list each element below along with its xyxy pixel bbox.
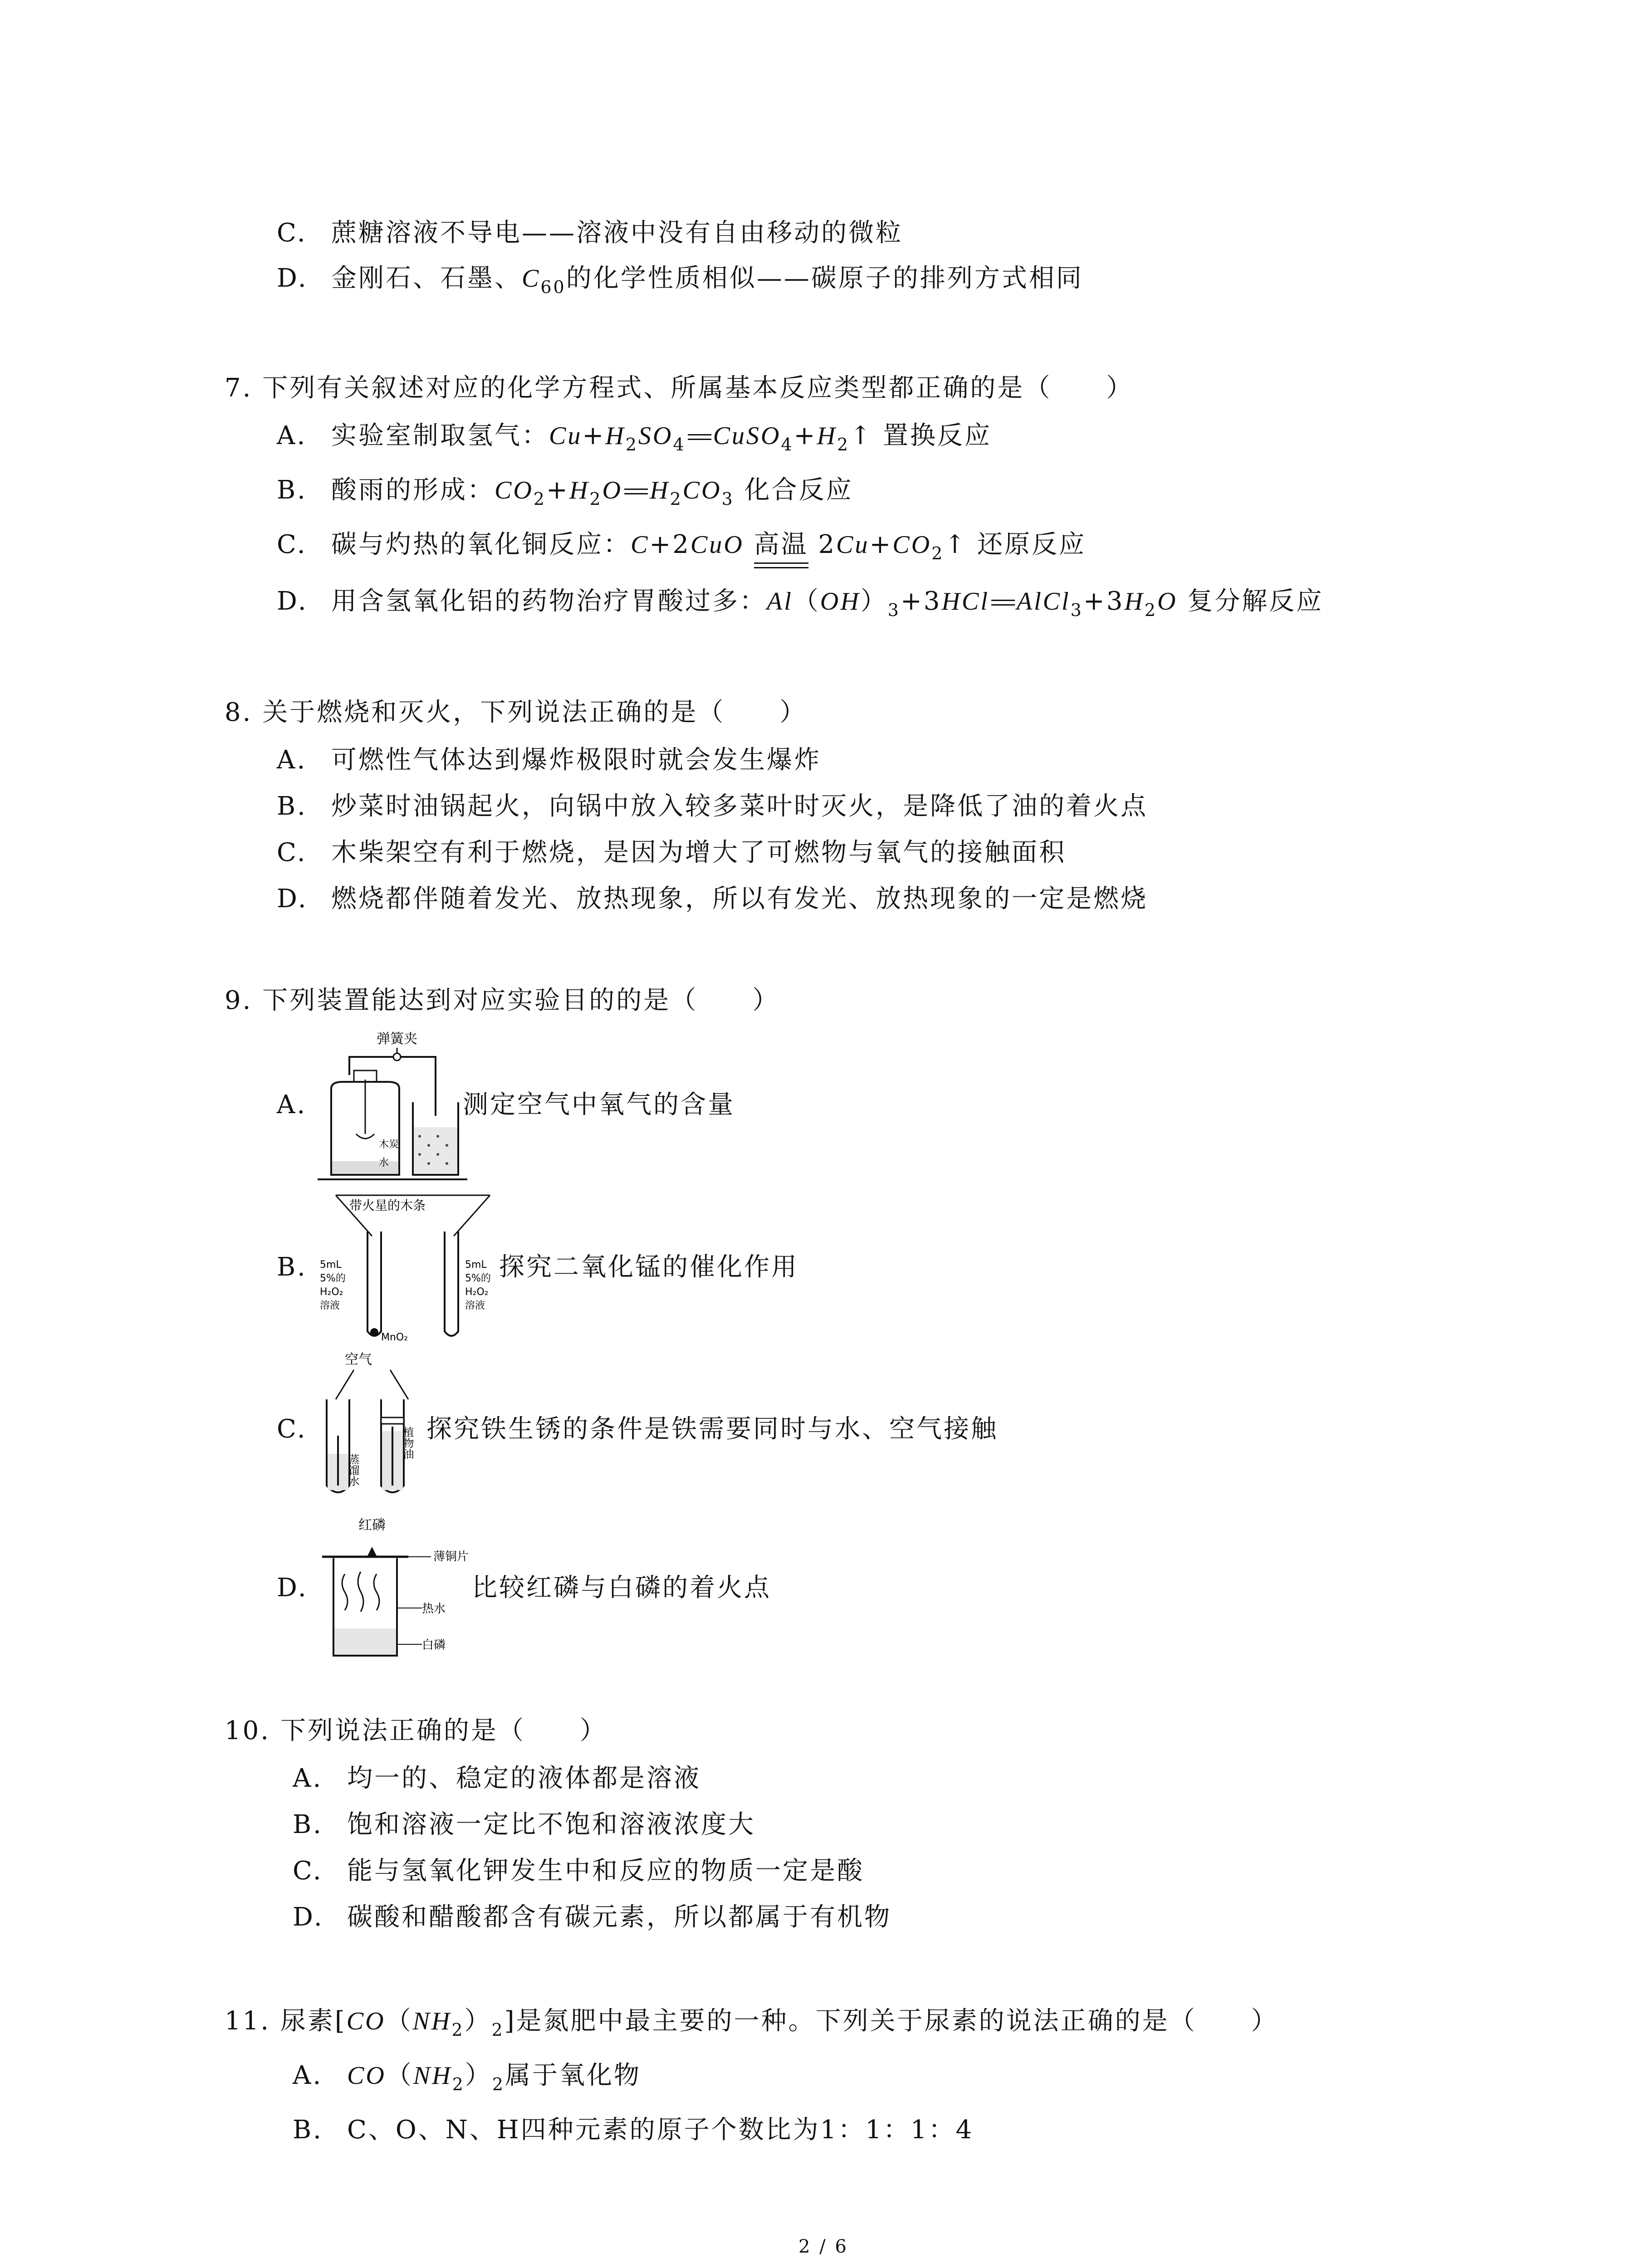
option-text-post: 的化学性质相似——碳原子的排列方式相同 (566, 264, 1083, 293)
option-label: B. (277, 792, 307, 821)
option-text-pre: 金刚石、石墨、 (331, 264, 522, 293)
option-label: A. (293, 2061, 323, 2090)
fig-label-air: 空气 (345, 1352, 372, 1368)
q9-option-a-text: 测定空气中氧气的含量 (463, 1090, 735, 1119)
fig-label-glowing-splint: 带火星的木条 (349, 1198, 426, 1213)
option-label: B. (293, 1810, 323, 1839)
q9-option-c-label: C. (277, 1414, 307, 1444)
q8-option-d (277, 883, 1148, 915)
q8-option-a (277, 744, 821, 777)
option-label: D. (277, 884, 308, 914)
fig-label-charcoal: 木炭 (379, 1139, 399, 1150)
q7-stem: 7. 下列有关叙述对应的化学方程式、所属基本反应类型都正确的是（ ） (225, 373, 1134, 403)
svg-text:5%的: 5%的 (320, 1273, 346, 1284)
q9-option-a-label: A. (277, 1090, 307, 1119)
q11-option-b (293, 2114, 974, 2146)
svg-text:5%的: 5%的 (465, 1273, 491, 1284)
svg-text:溶液: 溶液 (465, 1300, 485, 1311)
reaction-type: 化合反应 (744, 475, 853, 505)
fig-label-water: 水 (379, 1157, 389, 1168)
option-label: C. (277, 838, 307, 867)
option-label: D. (293, 1902, 324, 1932)
fig-label-spring-clip: 弹簧夹 (377, 1031, 417, 1047)
oxygen-content-apparatus-figure (318, 1030, 467, 1188)
q10-option-d (293, 1901, 892, 1934)
page-number: 2 / 6 (798, 2236, 848, 2257)
q8-stem: 8. 关于燃烧和灭火，下列说法正确的是（ ） (225, 698, 807, 727)
q11-stem: 11. 尿素$[CO(NH_2)_2]$是氮肥中最主要的一种。下列关于尿素的说法正确的是（ ） (225, 2006, 1279, 2040)
option-text: 碳酸和醋酸都含有碳元素，所以都属于有机物 (347, 1902, 892, 1932)
option-label: D. (277, 587, 308, 616)
option-label: A. (277, 745, 307, 775)
q8-option-b (277, 790, 1148, 823)
option-text: 酸雨的形成： (331, 475, 495, 505)
q8-option-c (277, 836, 1066, 869)
fig-label-red-phosphorus: 红磷 (358, 1517, 386, 1533)
option-label: D. (277, 264, 308, 293)
fig-label-distilled-water: 蒸馏水 (347, 1454, 359, 1486)
c60-symbol: C (522, 264, 541, 293)
q9-option-d-label: D. (277, 1573, 308, 1603)
option-label: C. (277, 530, 307, 559)
option-label: C. (293, 1856, 323, 1886)
reaction-type: 置换反应 (882, 421, 992, 450)
option-text: 木柴架空有利于燃烧，是因为增大了可燃物与氧气的接触面积 (331, 838, 1066, 867)
ignition-point-apparatus-figure (318, 1515, 481, 1665)
fig-label-hot-water: 热水 (422, 1602, 446, 1616)
q9-option-b-label: B. (277, 1252, 307, 1282)
reaction-type: 还原反应 (977, 530, 1086, 559)
option-text: 用含氢氧化铝的药物治疗胃酸过多： (331, 587, 767, 616)
option-text: 均一的、稳定的液体都是溶液 (347, 1764, 701, 1793)
option-text: 燃烧都伴随着发光、放热现象，所以有发光、放热现象的一定是燃烧 (331, 884, 1148, 914)
q7-option-c: C. 碳与灼热的氧化铜反应：C+2CuO 高温 $2Cu+CO_2↑$ 还原反应 (277, 528, 1086, 561)
option-text: 碳与灼热的氧化铜反应： (331, 530, 631, 559)
option-label: A. (277, 421, 307, 450)
option-text: 能与氢氧化钾发生中和反应的物质一定是酸 (347, 1856, 864, 1886)
option-text: C、O、N、H四种元素的原子个数比为1：1：1：4 (347, 2115, 974, 2145)
q10-option-b (293, 1809, 755, 1841)
svg-text:5mL: 5mL (465, 1259, 487, 1271)
svg-text:H₂O₂: H₂O₂ (320, 1286, 343, 1298)
option-label: B. (277, 475, 307, 505)
q6-option-c (277, 217, 903, 249)
q9-option-d-text: 比较红磷与白磷的着火点 (472, 1573, 771, 1603)
q9-stem: 9. 下列装置能达到对应实验目的的是（ ） (225, 986, 780, 1015)
option-text: 属于氧化物 (505, 2061, 641, 2090)
svg-text:MnO₂: MnO₂ (381, 1332, 408, 1343)
q7-option-a: A. 实验室制取氢气：$Cu+H_2SO_4$ $CuSO_4+H_2↑$ 置换反应 (277, 420, 992, 452)
q11-option-a: A. $CO(NH_2)_2$属于氧化物 (293, 2059, 641, 2092)
q9-option-b-text: 探究二氧化锰的催化作用 (499, 1252, 798, 1282)
catalyst-apparatus-figure (318, 1191, 508, 1345)
option-label: C. (277, 218, 307, 248)
option-label: B. (293, 2115, 323, 2145)
svg-text:5mL: 5mL (320, 1259, 342, 1271)
iron-rust-apparatus-figure (318, 1349, 436, 1504)
option-text: 蔗糖溶液不导电——溶液中没有自由移动的微粒 (331, 218, 903, 248)
svg-text:H₂O₂: H₂O₂ (465, 1286, 489, 1298)
q6-option-d (277, 262, 1083, 295)
q7-option-d: D. 用含氢氧化铝的药物治疗胃酸过多：$Al(OH)_3+3HCl$ $AlCl_3+3H_2O$ 复分解反应 (277, 585, 1323, 618)
option-text: 炒菜时油锅起火，向锅中放入较多菜叶时灭火，是降低了油的着火点 (331, 792, 1148, 821)
c60-subscript: 60 (540, 277, 566, 297)
q7-option-b: B. 酸雨的形成：$CO_2+H_2O$ $H_2CO_3$ 化合反应 (277, 474, 853, 507)
gas-arrow-icon: ↑ (850, 421, 873, 450)
reaction-condition: 高温 (754, 528, 808, 561)
q10-option-c (293, 1855, 864, 1887)
fig-label-copper-sheet: 薄铜片 (433, 1550, 469, 1564)
option-text: 饱和溶液一定比不饱和溶液浓度大 (347, 1810, 755, 1839)
q10-stem: 10. 下列说法正确的是（ ） (225, 1716, 607, 1745)
q10-option-a (293, 1762, 701, 1795)
fig-label-vegetable-oil: 植物油 (401, 1427, 414, 1459)
svg-text:溶液: 溶液 (320, 1300, 340, 1311)
option-text: 可燃性气体达到爆炸极限时就会发生爆炸 (331, 745, 821, 775)
fig-label-white-phosphorus: 白磷 (422, 1638, 446, 1652)
option-label: A. (293, 1764, 323, 1793)
gas-arrow-icon: ↑ (944, 530, 968, 559)
q9-option-c-text: 探究铁生锈的条件是铁需要同时与水、空气接触 (426, 1414, 998, 1444)
option-text: 实验室制取氢气： (331, 421, 549, 450)
reaction-type: 复分解反应 (1187, 587, 1324, 616)
